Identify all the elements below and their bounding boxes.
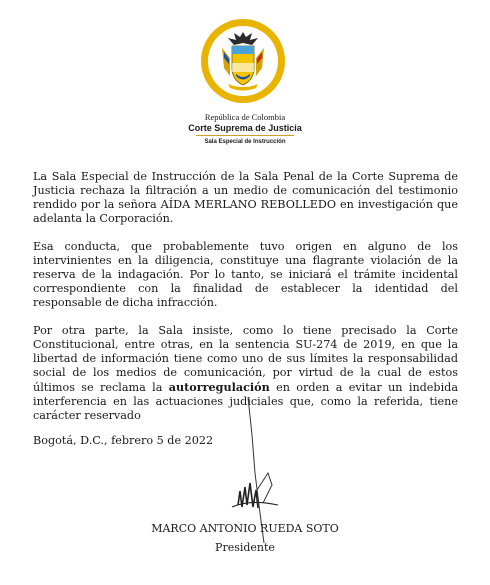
emphasized-term: autorregulación — [168, 380, 270, 394]
republic-label: República de Colombia — [204, 112, 286, 122]
coat-of-arms-icon — [200, 18, 286, 104]
statement-date: Bogotá, D.C., febrero 5 de 2022 — [33, 434, 214, 447]
signer-name: MARCO ANTONIO RUEDA SOTO — [151, 522, 339, 535]
paragraph-2: Esa conducta, que probablemente tuvo origen en alguno de los intervinientes en la diligencia, constituye una flagrante violación de la reserva de la indagación. Por lo tanto, se iniciará el trámite incidental correspondiente con la finalidad de establecer la identidad del responsable de dicha infracción. — [33, 240, 458, 309]
letterhead-divider — [196, 135, 294, 136]
court-label: Corte Suprema de Justicia — [188, 123, 302, 133]
chamber-label: Sala Especial de Instrucción — [204, 139, 286, 145]
paragraph-3-end: en orden a evitar un indebida interferencia en las actuaciones judiciales que, como la referida, tiene carácter reservado — [33, 381, 459, 422]
paragraph-1: La Sala Especial de Instrucción de la Sala Penal de la Corte Suprema de Justicia rechaza la filtración a un medio de comunicación del testimonio rendido por la señora AÍDA MERLANO REBOLLEDO en investigación que adelanta la Corporación. — [33, 170, 458, 225]
paragraph-3-start: Por otra parte, la Sala insiste, como lo tiene precisado la Corte Constitucional, entre otras, en la sentencia SU-274 de 2019, en que la libertad de información tiene como uno de sus límites la responsabilidad social de los medios de comunicación, por virtud de la cual de estos últimos se reclama la — [33, 324, 458, 394]
signer-title: Presidente — [215, 541, 275, 554]
